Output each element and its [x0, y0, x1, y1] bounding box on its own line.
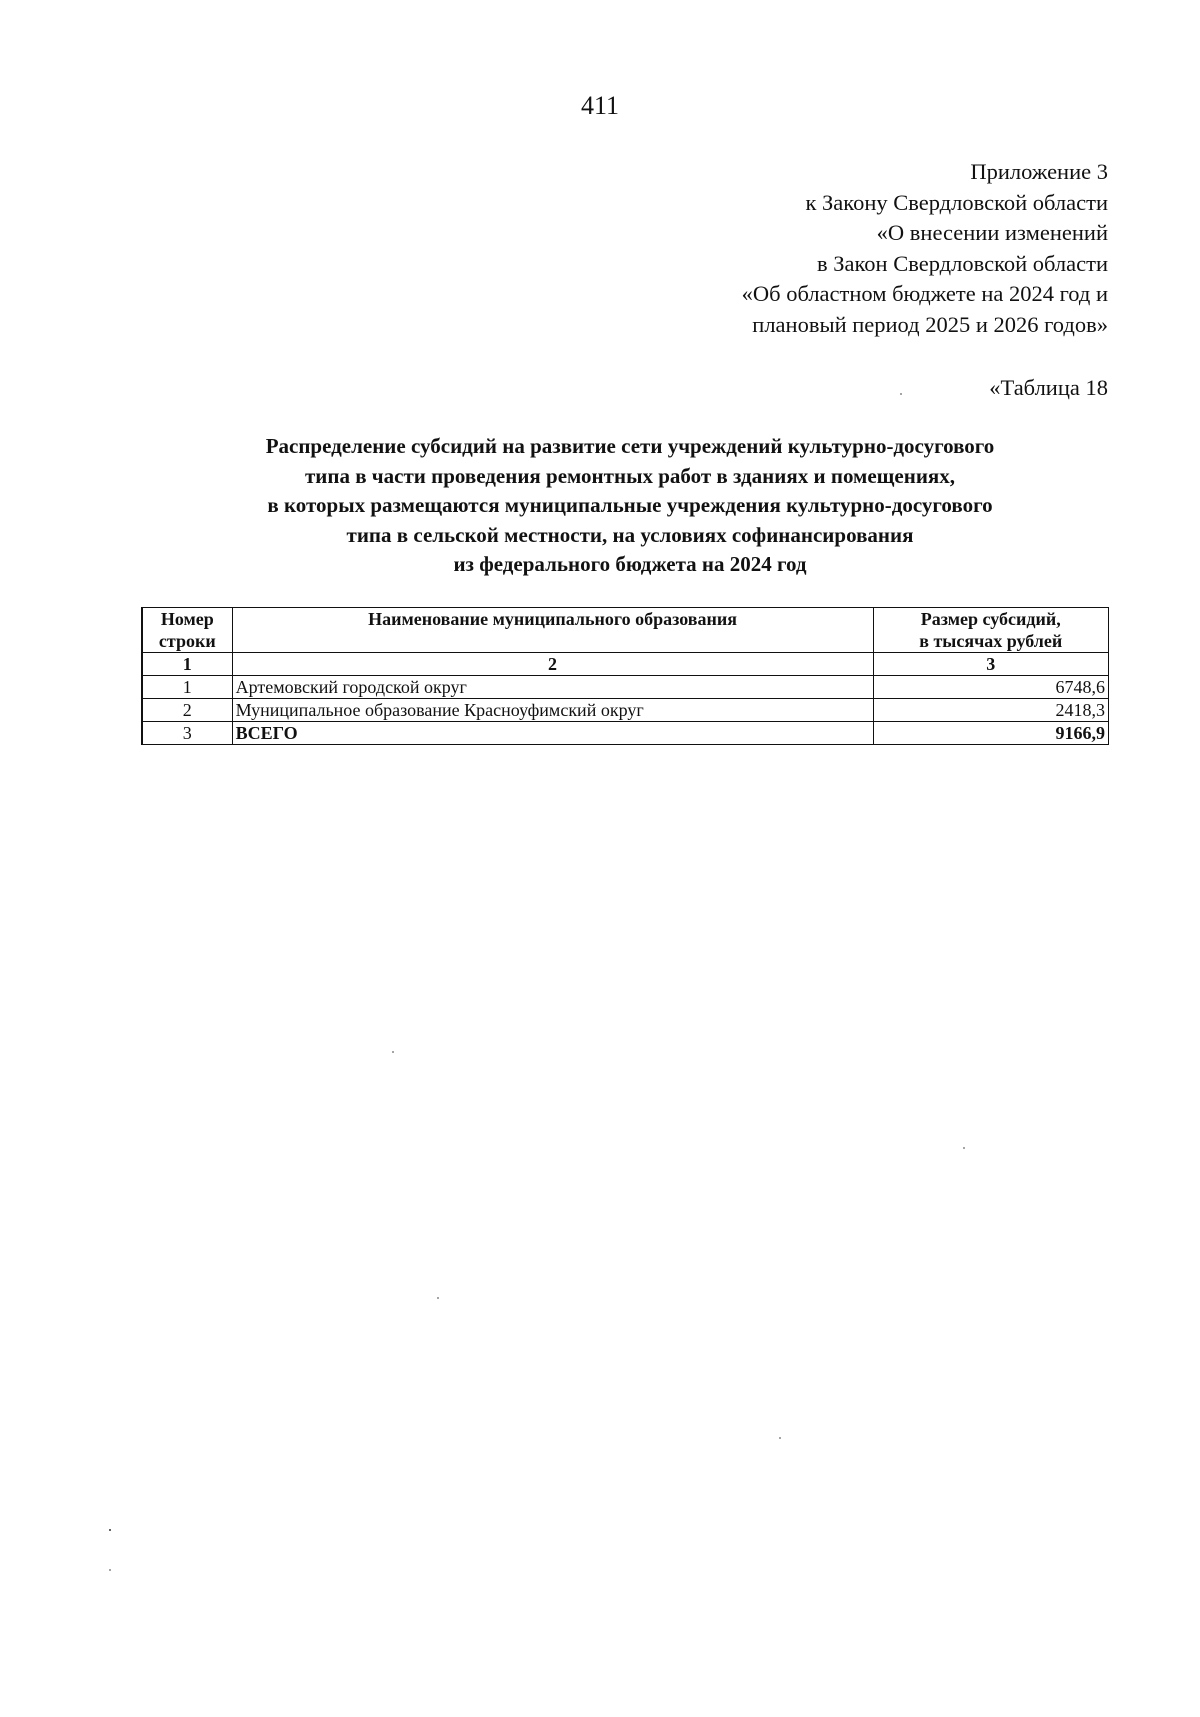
- column-number-row: [142, 653, 1109, 676]
- appendix-reference: [742, 157, 1108, 340]
- appendix-line: «О внесении изменений: [876, 220, 1108, 245]
- header-row-number: [142, 608, 232, 653]
- subsidies-table: [141, 607, 1109, 745]
- page-number: 411: [580, 91, 620, 120]
- header-subsidy-amount-line1: Размер субсидий,: [920, 609, 1061, 629]
- scan-speck: [109, 1529, 111, 1531]
- municipality-name: Артемовский городской округ: [232, 676, 873, 699]
- title-line: из федерального бюджета на 2024 год: [453, 552, 807, 576]
- appendix-line: плановый период 2025 и 2026 годов»: [752, 311, 1108, 337]
- total-label: ВСЕГО: [232, 722, 873, 745]
- document-title: [160, 432, 1100, 580]
- table-row: [142, 699, 1109, 722]
- row-number: 2: [142, 699, 232, 722]
- header-row-number-line1: Номер: [160, 609, 214, 629]
- column-number: 3: [873, 653, 1109, 676]
- scan-speck: [779, 1437, 781, 1439]
- subsidy-amount: 2418,3: [873, 699, 1109, 722]
- column-number: 2: [232, 653, 873, 676]
- table-row: [142, 676, 1109, 699]
- total-amount: 9166,9: [873, 722, 1109, 745]
- appendix-line: Приложение 3: [970, 159, 1108, 184]
- subsidy-amount: 6748,6: [873, 676, 1109, 699]
- table-header-row: [142, 608, 1109, 653]
- header-municipality-name: Наименование муниципального образования: [232, 608, 873, 653]
- header-row-number-line2: строки: [158, 631, 216, 651]
- appendix-line: в Закон Свердловской области: [817, 250, 1108, 276]
- scan-speck: [437, 1297, 439, 1299]
- scan-speck: [109, 1569, 111, 1571]
- title-line: Распределение субсидий на развитие сети учреждений культурно-досугового: [265, 434, 995, 458]
- municipality-name: Муниципальное образование Красноуфимский округ: [232, 699, 873, 722]
- row-number: 1: [142, 676, 232, 699]
- appendix-line: «Об областном бюджете на 2024 год и: [741, 281, 1108, 306]
- appendix-line: к Закону Свердловской области: [805, 189, 1108, 215]
- scan-speck: [392, 1051, 394, 1053]
- scan-speck: [900, 393, 902, 395]
- table-total-row: [142, 722, 1109, 745]
- header-subsidy-amount: [873, 608, 1109, 653]
- title-line: в которых размещаются муниципальные учреждения культурно-досугового: [267, 493, 993, 517]
- header-subsidy-amount-line2: в тысячах рублей: [919, 631, 1063, 651]
- scan-speck: [963, 1147, 965, 1149]
- column-number: 1: [142, 653, 232, 676]
- row-number: 3: [142, 722, 232, 745]
- table-label: «Таблица 18: [989, 375, 1108, 400]
- title-line: типа в сельской местности, на условиях софинансирования: [346, 522, 914, 547]
- title-line: типа в части проведения ремонтных работ в зданиях и помещениях,: [304, 463, 956, 488]
